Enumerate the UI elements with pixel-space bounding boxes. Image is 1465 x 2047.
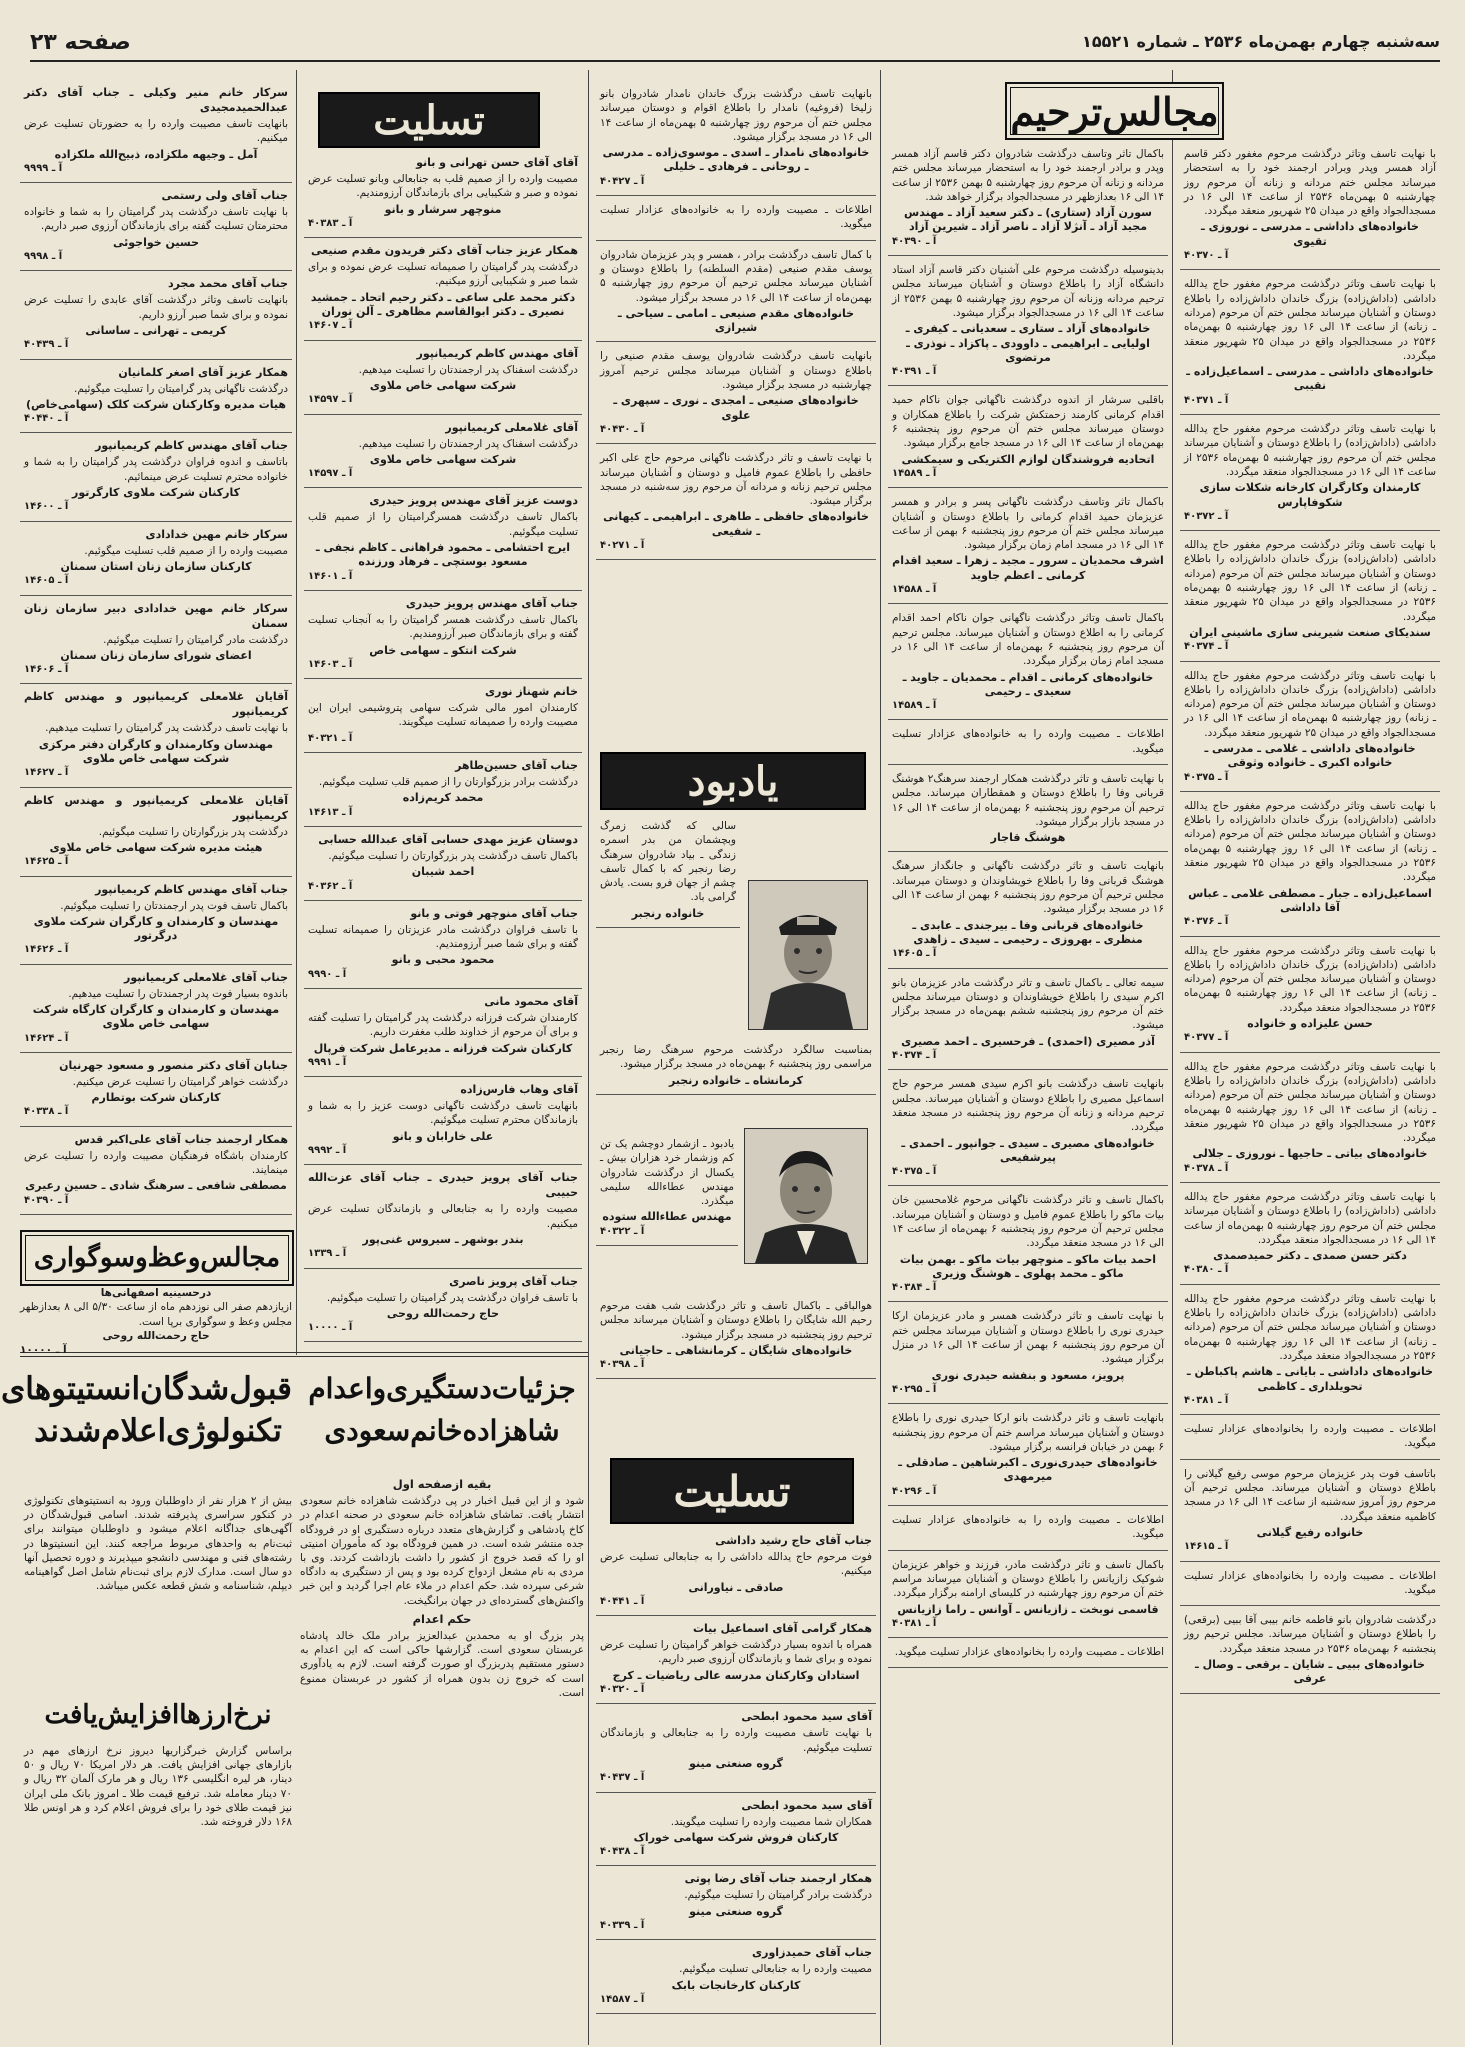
notice: اطلاعات ـ مصیبت وارده را بخانواده‌های عزادار تسلیت میگوید. [888, 1638, 1168, 1668]
column-divider [1172, 1355, 1173, 2045]
article-body-princess [300, 1474, 584, 2040]
notice: همکار عزیز آقای اصغر کلمانیان درگذشت ناگهانی پدر گرامیتان را تسلیت میگوئیم. هیات مدیره وکارکنان شرکت کلک (سهامی‌خاص) آ ـ ۴۰۴۴۰ [20, 360, 292, 434]
column-tarhim-2 [888, 140, 1168, 2040]
notice: باکمال تاثر وتاسف درگذشت ناگهانی پسر و برادر و همسر عزیزمان حمید اقدام کرمانی را باطلاع دوستان و آشنایان میرساند مجلس ختم آن مرحوم روز پنجشنبه ۶ بهمن از ساعت ۱۴ الی ۱۶ در مسجد امام زمان برگزار میشود. اشرف محمدیان ـ سرور ـ مجید ـ زهرا ـ سعید اقدام کرمانی ـ اعظم جاوید آ ـ ۱۴۵۸۸ [888, 488, 1168, 604]
notice: با نهایت تاسف و تاثر درگذشت همکار ارجمند سرهنگ۲ هوشنگ قربانی وفا را باطلاع دوستان و همقطاران میرساند. مجلس ترحیم آن مرحوم روز پنجشنبه ۶ بهمن‌ماه از ساعت ۱۴ الی ۱۶ در مسجد بازار برگزار میشود. هوشنگ قاجار [888, 765, 1168, 852]
portrait-photo-man [744, 1128, 868, 1264]
notice: آقای سید محمود ابطحی با نهایت تاسف مصیبت وارده را به جنابعالی و بازماندگان تسلیت میگوئیم. گروه صنعتی مینو آ ـ ۴۰۴۳۷ [596, 1704, 876, 1792]
column-divider [880, 70, 881, 1355]
article-paragraph: براساس گزارش خبرگزاریها دیروز نرخ ارزهای مهم در بازارهای جهانی افزایش یافت. هر دلار امریکا ۷۰ ریال و ۵۰ دینار، هر لیره انگلیسی ۱۳۶ ریال و هر مارک آلمان ۳۲ ریال و ۷۰ دینار معامله شد. ترفیع قیمت طلا ـ امروز بانک ملی ایران نیز قیمت طلای خود را برای فروش اعلام کرد و هر اونس طلا ۱۶۸ دلار فروخته شد. [24, 1745, 292, 1829]
portrait-photo-officer [748, 880, 868, 1030]
yadbud-notice-1 [596, 812, 740, 1062]
notice: سرکار خانم منیر وکیلی ـ جناب آقای دکتر عبدالحمیدمجیدی بانهایت تاسف مصیبت وارده را به حضورتان تسلیت عرض میکنیم. آمل ـ وجیهه ملکزاده، ذبیح‌الله ملکزاده آ ـ ۹۹۹۹ [20, 80, 292, 183]
page-number: صفحه ۲۳ [30, 30, 131, 55]
notice: با نهایت تاسف وتاثر درگذشت مرحوم مغفور حاج یدالله داداشی (داداش‌زاده) بزرگ خاندان داداش‌زاده را باطلاع دوستان و آشنایان میرساند مجلس ختم آن مرحوم (مردانه ـ زنانه) از ساعت ۱۴ الی ۱۶ روز چهارشنبه ۵ بهمن‌ماه ۲۵۳۶ در مسجدالجواد منعقد میگردد. خانواده‌های داداشی ـ بایانی ـ هاشم پاکباطن ـ تحویلداری ـ کاظمی آ ـ ۴۰۳۸۱ [1180, 1285, 1440, 1415]
vaz-body: ازیازدهم صفر الی نوزدهم ماه از ساعت ۵/۳۰ الی ۸ بعدازظهر مجلس وعظ و سوگواری برپا است. [20, 1301, 292, 1328]
column-tarhim-3 [596, 80, 876, 745]
vaz-notice [20, 1286, 292, 1357]
vaz-signature: حاج رحمت‌الله روحی [102, 1329, 210, 1342]
column-taslit-top [304, 150, 582, 1345]
banner-taslit-top: تسلیت [318, 92, 540, 148]
notice: همکار گرامی آقای اسماعیل بیات همراه با اندوه بسیار درگذشت خواهر گرامیتان را تسلیت عرض نموده و برای شما و بازماندگان آرزوی صبر داریم. استادان وکارکنان مدرسه عالی ریاضیات ـ کرج آ ـ ۴۰۳۲۰ [596, 1616, 876, 1704]
notice: درگذشت شادروان بانو فاطمه خانم بیبی آقا ببیی (برقعی) را باطلاع دوستان و آشنایان میرساند. مجلس ترحیم روز پنجشنبه ۶ بهمن‌ماه ۲۵۳۶ در مسجد منعقد میگردد. خانواده‌های ببیی ـ شایان ـ برقعی ـ وصال ـ عرفی [1180, 1606, 1440, 1693]
notice: بانهایت تاسف و تاثر درگذشت ناگهانی و جانگداز سرهنگ هوشنگ قربانی وفا را باطلاع خویشاوندان و دوستان میرساند. مجلس ترحیم آن مرحوم روز پنجشنبه ۶ بهمن از ساعت ۱۴ الی ۱۶ در مسجد برگزار میشود. خانواده‌های قربانی وفا ـ بیرجندی ـ عابدی ـ منظری ـ بهروزی ـ رحیمی ـ سیدی ـ زاهدی آ ـ ۱۴۶۰۵ [888, 852, 1168, 968]
notice: دوستان عزیز مهدی حسابی آقای عبدالله حسابی باکمال تاسف درگذشت پدر بزرگوارتان را تسلیت میگوئیم. احمد شیبان آ ـ ۴۰۳۶۲ [304, 827, 582, 901]
notice: سالی که گذشت زمرگ وبچشمان من بدر اسمره زندگی ـ بیاد شادروان سرهنگ رضا رنجبر که با کمال تاسف چشم از جهان فرو بست. یادش گرامی باد. خانواده رنجبر [596, 812, 740, 928]
notice: همکار ارجمند جناب آقای علی‌اکبر قدس کارمندان باشگاه فرهنگیان مصیبت وارده را تسلیت عرض مینمایند. مصطفی شافعی ـ سرهنگ شادی ـ حسین رعیری آ ـ ۴۰۳۹۰ [20, 1127, 292, 1215]
notice: آقای آقای حسن تهرانی و بانو مصیبت وارده را از صمیم قلب به جنابعالی وبانو تسلیت عرض نموده و صبر و شکیبایی برای بازماندگان آرزومندیم. منوچهر سرشار و بانو آ ـ ۴۰۳۸۳ [304, 150, 582, 238]
notice: یادبود ـ ازشمار دوچشم یک تن کم وزشمار خرد هزاران بیش ـ یکسال از درگذشت شادروان مهندس عطاءالله سلیمی میگذرد. مهندس عطاءالله ستوده آ ـ ۴۰۳۲۲ [596, 1130, 738, 1246]
notice: اطلاعات ـ مصیبت وارده را بخانواده‌های عزادار تسلیت میگوید. [1180, 1415, 1440, 1460]
notice: اطلاعات ـ مصیبت وارده را به خانواده‌های عزادار تسلیت میگوید. [596, 196, 876, 241]
article-paragraph: شود و از این قبیل اخبار در پی درگذشت شاهزاده خانم سعودی انتشار یافت. تماشای شاهزاده خانم سعودی در صحنه اعدام در کاخ پادشاهی و گزارش‌های متعدد درباره دستگیری او در فرودگاه جده منتشر شده است. در همین فرودگاه بود که مأموران امنیتی او را که قصد خروج از کشور را داشت بازداشت کردند. وی با مردی به نام مشعل ازدواج کرده بود و پس از دستگیری به دادگاه شرعی سپرده شد. حکم اعدام در ملاء عام اجرا گردید و این خبر واکنش‌های گسترده‌ای در جهان برانگیخت. [300, 1495, 584, 1607]
yadbud-notice-3 [596, 1130, 738, 1290]
issue-info: سه‌شنبه چهارم بهمن‌ماه ۲۵۳۶ ـ شماره ۱۵۵۲۱ [1082, 32, 1440, 51]
notice: جناب آقای مهندس کاظم کریمیانپور باتاسف و اندوه فراوان درگذشت پدر گرامیتان را به شما و خانواده محترم تسلیت عرض مینمائیم. کارکنان شرکت ملاوی کارگرتور آ ـ ۱۴۶۰۰ [20, 433, 292, 521]
notice: بمناسبت سالگرد درگذشت مرحوم سرهنگ رضا رنجبر مراسمی روز پنجشنبه ۶ بهمن‌ماه در مسجد برگزار میشود. کرمانشاه ـ خانواده رنجبر [596, 1036, 876, 1095]
article-paragraph: پدر بزرگ او به محمدبن عبدالعزیز برادر ملک خالد پادشاه عربستان سعودی است. گزارشها حاکی است که این اعدام به دستور مستقیم پدربزرگ او صورت گرفته است. لازم به یادآوری است که خروج زن بدون همراه از کشور در عربستان ممنوع است. [300, 1630, 584, 1699]
column-divider [296, 70, 297, 1355]
notice: باکمال تاثر وتاسف درگذشت شادروان دکتر قاسم آزاد همسر وپدر و برادر ارجمند خود را به استحضار میرساند مجلس ختم مردانه و زنانه آن مرحوم روز چهارشنبه ۵ بهمن ۲۵۳۶ از ساعت ۱۴ الی ۱۶ بعدازظهر در مسجدالجواد برگزار خواهد شد. سورن آزاد (ستاری) ـ دکتر سعید آزاد ـ مهندس مجید آزاد ـ آنژلا آزاد ـ ناصر آزاد ـ شیرین آزاد آ ـ ۴۰۳۹۰ [888, 140, 1168, 256]
notice: باکمال تاسف و تاثر درگذشت مادر، فرزند و خواهر عزیزمان شوکیک زازیانس را باطلاع دوستان و آشنایان میرساند مراسم ختم آن مرحوم روز چهارشنبه در کلیسای ارامنه برگزار میگردد. قاسمی نوبخت ـ زازیانس ـ آوانس ـ راما زازیانس آ ـ ۴۰۳۸۱ [888, 1551, 1168, 1638]
notice: خانم شهناز نوری کارمندان امور مالی شرکت سهامی پتروشیمی ایران این مصیبت وارده را صمیمانه تسلیت میگویند. آ ـ ۴۰۳۲۱ [304, 679, 582, 753]
notice: آقایان غلامعلی کریمیانپور و مهندس کاظم کریمیانپور درگذشت پدر بزرگوارتان را تسلیت میگوئیم. هیئت مدیره شرکت سهامی خاص ملاوی آ ـ ۱۴۶۲۵ [20, 788, 292, 877]
yadbud-notice-2 [596, 1036, 876, 1128]
article-subhead: حکم اعدام [412, 1611, 472, 1626]
notice: با نهایت تاسف و تاثر درگذشت ناگهانی مرحوم حاج علی اکبر حافظی را باطلاع عموم فامیل و دوستان و آشنایان میرساند مجلس ترحیم زنانه و مردانه آن مرحوم روز سه‌شنبه در مسجد برگزار میشود. خانواده‌های حافظی ـ طاهری ـ ابراهیمی ـ کیهانی ـ شفیعی آ ـ ۴۰۲۷۱ [596, 444, 876, 560]
notice: با نهایت تاسف وتاثر درگذشت مرحوم مغفور حاج یدالله داداشی (داداش‌زاده) بزرگ خاندان داداش‌زاده را باطلاع دوستان و آشنایان میرساند مجلس ختم آن مرحوم (مردانه ـ زنانه) روز چهارشنبه ۵ بهمن‌ماه از ساعت ۱۴ الی ۱۶ در مسجدالجواد واقع در میدان ۲۵ شهریور منعقد میگردد. خانواده‌های داداشی ـ غلامی ـ مدرسی ـ خانواده اکبری ـ خانواده وثوقی آ ـ ۴۰۳۷۵ [1180, 662, 1440, 792]
notice: با نهایت تاسف وتاثر درگذشت مرحوم مغفور حاج یدالله داداشی (داداش‌زاده) را باطلاع دوستان و آشنایان میرساند مجلس ختم آن مرحوم روز چهارشنبه ۵ بهمن‌ماه از ساعت ۱۴ الی ۱۶ در مسجدالجواد منعقد میگردد. دکتر حسن صمدی ـ دکتر حمیدصمدی آ ـ ۴۰۳۸۰ [1180, 1183, 1440, 1285]
notice: جناب آقای مهندس کاظم کریمیانپور باکمال تاسف فوت پدر ارجمندتان را تسلیت میگوئیم. مهندسان و کارمندان و کارگران شرکت ملاوی درگرتور آ ـ ۱۴۶۲۶ [20, 877, 292, 965]
notice: جناب آقای پرویز حیدری ـ جناب آقای عزت‌الله حبیبی مصیبت وارده را به جنابعالی و بازماندگان تسلیت عرض میکنیم. بندر بوشهر ـ سیروس غنی‌پور آ ـ ۱۳۳۹ [304, 1165, 582, 1268]
notice: آقای مهندس کاظم کریمیانپور درگذشت اسفناک پدر ارجمندتان را تسلیت میدهیم. شرکت سهامی خاص ملاوی آ ـ ۱۴۵۹۷ [304, 341, 582, 415]
notice: جناب آقای حمیدزاوری مصیبت وارده را به جنابعالی تسلیت میگوئیم. کارکنان کارخانجات بابک آ ـ ۱۴۵۸۷ [596, 1940, 876, 2014]
notice: اطلاعات ـ مصیبت وارده را به خانواده‌های عزادار تسلیت میگوید. [888, 720, 1168, 765]
notice: با کمال تاسف درگذشت برادر ، همسر و پدر عزیزمان شادروان یوسف مقدم صنیعی (مقدم السلطنه) را باطلاع دوستان و آشنایان میرساند مجلس ترحیم آن مرحوم روز چهارشنبه ۵ بهمن‌ماه از ساعت ۱۴ الی ۱۶ در مسجد برگزار میشود. خانواده‌های مقدم صنیعی ـ امامی ـ سیاحی ـ شیرازی [596, 241, 876, 343]
notice: با نهایت تاسف وتاثر درگذشت مرحوم مغفور دکتر قاسم آزاد همسر وپدر وبرادر ارجمند خود را به استحضار میرساند مجلس ختم مردانه و زنانه آن مرحوم روز چهارشنبه ۵ بهمن‌ماه ۲۵۳۶ از ساعت ۱۴ الی ۱۶ در مسجدالجواد واقع در میدان ۲۵ شهریور منعقد میگردد. خانواده‌های داداشی ـ مدرسی ـ نوروزی ـ تقیوی آ ـ ۴۰۳۷۰ [1180, 140, 1440, 270]
notice: آقای محمود مانی کارمندان شرکت فرزانه درگذشت پدر گرامیتان را تسلیت گفته و برای آن مرحوم از خداوند طلب مغفرت داریم. کارکنان شرکت فرزانه ـ مدیرعامل شرکت فرپال آ ـ ۹۹۹۱ [304, 989, 582, 1077]
notice: اطلاعات ـ مصیبت وارده را بخانواده‌های عزادار تسلیت میگوید. [1180, 1562, 1440, 1607]
yadbud-notice-4 [596, 1292, 876, 1452]
notice: بانهایت تاسف درگذشت بزرگ خاندان نامدار شادروان بانو زلیخا (فروغیه) نامدار را باطلاع اقوام و دوستان میرساند مجلس ختم آن مرحوم روز چهارشنبه ۵ بهمن‌ماه از ساعت ۱۴ الی ۱۶ در مسجد برگزار میشود. خانواده‌های نامدار ـ اسدی ـ موسوی‌زاده ـ مدرسی ـ روحانی ـ فرهادی ـ خلیلی آ ـ ۴۰۴۲۷ [596, 80, 876, 196]
column-divider [588, 70, 589, 2045]
notice: جناب آقای ولی رستمی با نهایت تاسف درگذشت پدر گرامیتان را به شما و خانواده محترمتان تسلیت گفته برای بازماندگان آرزوی صبر داریم. حسین خواجوئی آ ـ ۹۹۹۸ [20, 183, 292, 271]
notice: با نهایت تاسف وتاثر درگذشت مرحوم مغفور حاج یدالله داداشی (داداش‌زاده) بزرگ خاندان داداش‌زاده را باطلاع دوستان و آشنایان میرساند مجلس ختم آن مرحوم (مردانه ـ زنانه) از ساعت ۱۴ الی ۱۶ روز چهارشنبه ۵ بهمن‌ماه ۲۵۳۶ در مسجدالجواد واقع در میدان ۲۵ شهریور منعقد میگردد. سندیکای صنعت شیرینی سازی ماشینی ایران آ ـ ۴۰۳۷۴ [1180, 531, 1440, 661]
notice: با نهایت تاسف و تاثر درگذشت همسر و مادر عزیزمان ارکا حیدری نوری را باطلاع دوستان و آشنایان میرساند مجلس ختم آن مرحوم روز پنجشنبه ۶ بهمن از ساعت ۱۴ الی ۱۶ در منزل برگزار میشود. پرویز، مسعود و بنفشه حیدری نوری آ ـ ۴۰۲۹۵ [888, 1302, 1168, 1404]
notice: آقای وهاب فارس‌زاده بانهایت تاسف درگذشت ناگهانی دوست عزیز را به شما و بازماندگان محترم تسلیت میگوئیم. علی خارابان و بانو آ ـ ۹۹۹۲ [304, 1077, 582, 1165]
banner-yadbud: یادبود [600, 752, 866, 810]
column-divider [880, 1355, 881, 2045]
column-tarhim-1 [1180, 140, 1440, 2040]
notice: جناب آقای منوچهر فوتی و بانو با تاسف فراوان درگذشت مادر عزیزتان را صمیمانه تسلیت گفته و برای شما صبر آرزومندیم. محمود محبی و بانو آ ـ ۹۹۹۰ [304, 901, 582, 989]
vaz-code: آ ـ ۱۰۰۰۰ [20, 1344, 67, 1357]
notice: جناب آقای حاج رشید داداشی فوت مرحوم حاج یدالله داداشی را به جنابعالی تسلیت عرض میکنیم. صادقی ـ نیاورانی آ ـ ۴۰۴۴۱ [596, 1528, 876, 1616]
notice: همکار ارجمند جناب آقای رضا پوتی درگذشت برادر گرامیتان را تسلیت میگوئیم. گروه صنعتی مینو آ ـ ۴۰۳۳۹ [596, 1866, 876, 1940]
notice: باکمال تاسف و تاثر درگذشت ناگهانی مرحوم غلامحسین خان بیات ماکو را باطلاع عموم فامیل و دوستان و آشنایان میرساند. مجلس ترحیم آن مرحوم روز پنجشنبه ۶ بهمن‌ماه از ساعت ۱۴ الی ۱۶ در مسجد منعقد میگردد. احمد بیات ماکو ـ منوچهر بیات ماکو ـ بهمن بیات ماکو ـ محمد پهلوی ـ هوشنگ وزیری آ ـ ۴۰۳۸۴ [888, 1186, 1168, 1302]
article-body-currency [24, 1744, 292, 2034]
notice: جناب آقای غلامعلی کریمیانپور باندوه بسیار فوت پدر ارجمندتان را تسلیت میدهیم. مهندسان و کارمندان و کارگران کارگاه شرکت سهامی خاص ملاوی آ ـ ۱۴۶۲۴ [20, 965, 292, 1053]
notice: آقایان غلامعلی کریمیانپور و مهندس کاظم کریمیانپور با نهایت تاسف درگذشت پدر گرامیتان را تسلیت میدهیم. مهندسان وکارمندان و کارگران دفتر مرکزی شرکت سهامی خاص ملاوی آ ـ ۱۴۶۲۷ [20, 684, 292, 787]
notice: هوالباقی ـ باکمال تاسف و تاثر درگذشت شب هفت مرحوم رحیم الله شایگان را باطلاع دوستان و آشنایان میرساند مجلس ترحیم روز پنجشنبه در مسجد برگزار میشود. خانواده‌های شایگان ـ کرمانشاهی ـ حاجیانی آ ـ ۴۰۳۹۸ [596, 1292, 876, 1379]
notice: با نهایت تاسف وتاثر درگذشت مرحوم مغفور حاج یدالله داداشی (داداش‌زاده) بزرگ خاندان داداش‌زاده را باطلاع دوستان و آشنایان میرساند مجلس ختم آن مرحوم (مردانه ـ زنانه) از ساعت ۱۴ الی ۱۶ روز چهارشنبه ۵ بهمن‌ماه ۲۵۳۶ در مسجدالجواد منعقد میگردد. حسن علیزاده و خانواده آ ـ ۴۰۳۷۷ [1180, 937, 1440, 1053]
notice: بانهایت تاسف درگذشت شادروان یوسف مقدم صنیعی را باطلاع دوستان و آشنایان میرساند مجلس ترحیم آمروز چهارشنبه در مسجد برگزار میشود. خانواده‌های صنیعی ـ امجدی ـ نوری ـ سپهری ـ علوی آ ـ ۴۰۴۳۰ [596, 342, 876, 444]
notice: با نهایت تاسف وتاثر درگذشت مرحوم مغفور حاج یدالله داداشی (داداش‌زاده) بزرگ خاندان داداش‌زاده را باطلاع دوستان و آشنایان میرساند مجلس ختم آن مرحوم (مردانه ـ زنانه) از ساعت ۱۴ الی ۱۶ روز چهارشنبه ۵ بهمن‌ماه ۲۵۳۶ در مسجدالجواد واقع در میدان ۲۵ شهریور منعقد میگردد. اسماعیل‌زاده ـ جبار ـ مصطفی غلامی ـ عباس آقا داداشی آ ـ ۴۰۳۷۶ [1180, 792, 1440, 937]
notice: دوست عزیز آقای مهندس پرویز حیدری باکمال تاسف درگذشت همسرگرامیتان را از صمیم قلب تسلیت میگوئیم. ایرج احتشامی ـ محمود فراهانی ـ کاظم نجفی ـ مسعود بوستچی ـ فرهاد ورزنده آ ـ ۱۴۶۰۱ [304, 488, 582, 590]
notice: بانهایت تاسف و تاثر درگذشت بانو ارکا حیدری نوری را باطلاع دوستان و آشنایان میرساند مراسم ختم آن مرحوم روز پنجشنبه ۶ بهمن در خیابان فرانسه برگزار میشود. خانواده‌های حیدری‌نوری ـ اکبرشاهین ـ صادقلی ـ میرمهدی آ ـ ۴۰۲۹۶ [888, 1404, 1168, 1506]
notice: جناب آقای مهندس پرویز حیدری باکمال تاسف درگذشت همسر گرامیتان را به آنجناب تسلیت گفته و برای بازماندگان صبر آرزومندیم. شرکت انتکو ـ سهامی خاص آ ـ ۱۴۶۰۳ [304, 591, 582, 679]
page-header [30, 28, 1440, 62]
notice: جناب آقای پرویز ناصری با تاسف فراوان درگذشت پدر گرامیتان را تسلیت میگوئیم. حاج رحمت‌الله روحی آ ـ ۱۰۰۰۰ [304, 1269, 582, 1343]
article-subhead-currency: نرخ‌ارزهاافزایش‌یافت [44, 1700, 272, 1730]
vaz-head: درحسینیه اصفهانی‌ها [100, 1287, 212, 1299]
column-taslit-left [20, 80, 292, 1225]
banner-taslit-bottom: تسلیت [610, 1458, 854, 1524]
notice: جناب آقای محمد مجرد بانهایت تاسف وتاثر درگذشت آقای عابدی را تسلیت عرض نموده و برای شما صبر آرزو داریم. کریمی ـ تهرانی ـ ساسانی آ ـ ۴۰۴۳۹ [20, 271, 292, 359]
portrait-figure-icon [749, 881, 867, 1029]
notice: بانهایت تاسف درگذشت بانو اکرم سیدی همسر مرحوم حاج اسماعیل مصیری را باطلاع دوستان و آشنایان میرساند. مجلس ترحیم مردانه و زنانه آن مرحوم روز پنجشنبه در مسجد منعقد میگردد. خانواده‌های مصیری ـ سیدی ـ جوانپور ـ احمدی ـ پیرشفیعی آ ـ ۴۰۳۷۵ [888, 1070, 1168, 1186]
notice: سرکار خانم مهین خدادادی مصیبت وارده را از صمیم قلب تسلیت میگوئیم. کارکنان سازمان زنان استان سمنان آ ـ ۱۴۶۰۵ [20, 522, 292, 596]
notice: اطلاعات ـ مصیبت وارده را به خانواده‌های عزادار تسلیت میگوید. [888, 1506, 1168, 1551]
notice: جناب آقای حسین‌طاهر درگذشت برادر بزرگوارتان را از صمیم قلب تسلیت میگوئیم. محمد کریم‌زاده آ ـ ۱۴۶۱۳ [304, 753, 582, 827]
article-paragraph: بیش از ۲ هزار نفر از داوطلبان ورود به انستیتوهای تکنولوژی در کنکور سراسری پذیرفته شدند. اسامی قبول‌شدگان در آگهی‌های جداگانه اعلام میشود و داوطلبان میتوانند برای ثبت‌نام به واحدهای مربوط مراجعه کنند. این انستیتوها در رشته‌های فنی و مهندسی دانشجو میپذیرند و دوره تحصیل آنها دو سال است. مدارک لازم برای ثبت‌نام شامل اصل گواهینامه دیپلم، شناسنامه و شش قطعه عکس میباشد. [24, 1495, 292, 1593]
column-taslit-bottom [596, 1528, 876, 2038]
notice: با نهایت تاسف وتاثر درگذشت مرحوم مغفور حاج یدالله داداشی (داداش‌زاده) بزرگ خاندان داداش‌زاده را باطلاع دوستان و آشنایان میرساند مجلس ختم آن مرحوم (مردانه ـ زنانه) از ساعت ۱۴ الی ۱۶ روز چهارشنبه ۵ بهمن‌ماه ۲۵۳۶ در مسجدالجواد واقع در میدان ۲۵ شهریور منعقد میگردد. خانواده‌های داداشی ـ مدرسی ـ اسماعیل‌زاده ـ نقیبی آ ـ ۴۰۳۷۱ [1180, 270, 1440, 415]
notice: آقای غلامعلی کریمیانپور درگذشت اسفناک پدر ارجمندتان را تسلیت میدهیم. شرکت سهامی خاص ملاوی آ ـ ۱۴۵۹۷ [304, 415, 582, 489]
portrait-figure-icon [745, 1129, 867, 1263]
banner-majales-tarhim: مجالس‌ترحیم [1005, 82, 1224, 140]
notice: جنابان آقای دکتر منصور و مسعود جهرنیان درگذشت خواهر گرامیتان را تسلیت عرض میکنیم. کارکنان شرکت بوتطارم آ ـ ۴۰۳۳۸ [20, 1053, 292, 1127]
notice: با نهایت تاسف وتاثر درگذشت مرحوم مغفور حاج یدالله داداشی (داداش‌زاده) را باطلاع دوستان و آشنایان میرساند مجلس ختم آن مرحوم روز چهارشنبه ۵ بهمن‌ماه ۲۵۳۶ از ساعت ۱۴ الی ۱۶ در مسجدالجواد منعقد میگردد. کارمندان وکارگران کارخانه شکلات سازی شکوفاپارس آ ـ ۴۰۳۷۲ [1180, 415, 1440, 531]
column-divider [1172, 70, 1173, 1355]
notice: باتاسف فوت پدر عزیزمان مرحوم موسی رفیع گیلانی را باطلاع دوستان و آشنایان میرساند. مجلس ترحیم آن مرحوم روز آمروز سه‌شنبه از ساعت ۱۴ الی ۱۶ در مسجد کاظمیه منعقد میگردد. خانواده رفیع گیلانی آ ـ ۱۴۶۱۵ [1180, 1460, 1440, 1562]
article-headline-princess: جزئیات‌دستگیری‌واعدام شاهزاده‌خانم‌سعودی [308, 1372, 576, 1447]
notice: همکار عزیز جناب آقای دکتر فریدون مقدم صنیعی درگذشت پدر گرامیتان را صمیمانه تسلیت عرض نموده و برای شما صبر و شکیبایی آرزو میکنیم. دکتر محمد علی ساعی ـ دکتر رحیم اتحاد ـ جمشید نصیری ـ دکتر ابوالقاسم مظاهری ـ آلن نوران آ ـ ۱۴۶۰۷ [304, 238, 582, 340]
notice: باکمال تاسف وتاثر درگذشت ناگهانی جوان ناکام احمد اقدام کرمانی را به اطلاع دوستان و آشنایان میرساند. مجلس ترحیم آن مرحوم روز پنجشنبه ۶ بهمن‌ماه از ساعت ۱۴ الی ۱۶ در مسجد امام زمان برگزار میگردد. خانواده‌های کرمانی ـ اقدام ـ محمدیان ـ جاوید ـ سعیدی ـ رحیمی آ ـ ۱۴۵۸۹ [888, 604, 1168, 720]
notice: آقای سید محمود ابطحی همکاران شما مصیبت وارده را تسلیت میگویند. کارکنان فروش شرکت سهامی خوراک آ ـ ۴۰۴۳۸ [596, 1793, 876, 1867]
notice: بدینوسیله درگذشت مرحوم علی آشنیان دکتر قاسم آزاد استاد دانشگاه آزاد را باطلاع دوستان و آشنایان میرساند مجلس ترحیم مردانه وزنانه آن مرحوم روز چهارشنبه ۵ بهمن ۲۵۳۶ از ساعت ۱۴ الی ۱۶ در مسجدالجواد برگزار میشود. خانواده‌های آزاد ـ ستاری ـ سعدیانی ـ کیفری ـ اولیایی ـ ابراهیمی ـ داوودی ـ پاکزاد ـ نوذری ـ مرتضوی آ ـ ۴۰۳۹۱ [888, 256, 1168, 386]
notice: باقلبی سرشار از اندوه درگذشت ناگهانی جوان ناکام حمید اقدام کرمانی کارمند زحمتکش شرکت را باطلاع همکاران و دوستان میرساند مجلس ختم آن مرحوم روز پنجشنبه ۶ بهمن‌ماه از ساعت ۱۴ الی ۱۶ در مسجد جامع برگزار میشود. اتحادیه فروشندگان لوازم الکتریکی و سیمکشی آ ـ ۱۴۵۸۹ [888, 386, 1168, 488]
article-body-institutes [24, 1494, 292, 1694]
notice: سرکار خانم مهین خدادادی دبیر سازمان زنان سمنان درگذشت مادر گرامیتان را تسلیت میگوئیم. اعضای شورای سازمان زنان سمنان آ ـ ۱۴۶۰۶ [20, 596, 292, 685]
article-headline-institutes: قبول‌شدگان‌انستیتوهای تکنولوژی‌اعلام‌شدند [1, 1371, 292, 1449]
banner-majales-vaz: مجالس‌وعظ‌وسوگواری [20, 1230, 294, 1286]
notice: سیمه تعالی ـ باکمال تاسف و تاثر درگذشت مادر عزیزمان بانو اکرم سیدی را باطلاع خویشاوندان و دوستان میرساند مجلس ختم آن مرحوم روز پنجشنبه ششم بهمن‌ماه در مسجد برگزار میشود. آذر مصیری (احمدی) ـ فرحسیری ـ احمد مصیری آ ـ ۴۰۳۷۴ [888, 969, 1168, 1071]
article-subhead: بقیه ازصفحه اول [392, 1477, 492, 1491]
notice: با نهایت تاسف وتاثر درگذشت مرحوم مغفور حاج یدالله داداشی (داداش‌زاده) بزرگ خاندان داداش‌زاده را باطلاع دوستان و آشنایان میرساند مجلس ختم آن مرحوم (مردانه ـ زنانه) از ساعت ۱۴ الی ۱۶ روز چهارشنبه ۵ بهمن‌ماه ۲۵۳۶ در مسجدالجواد واقع در میدان ۲۵ شهریور منعقد میگردد. خانواده‌های بیاتی ـ حاجیها ـ نوروزی ـ جلالی آ ـ ۴۰۳۷۸ [1180, 1053, 1440, 1183]
